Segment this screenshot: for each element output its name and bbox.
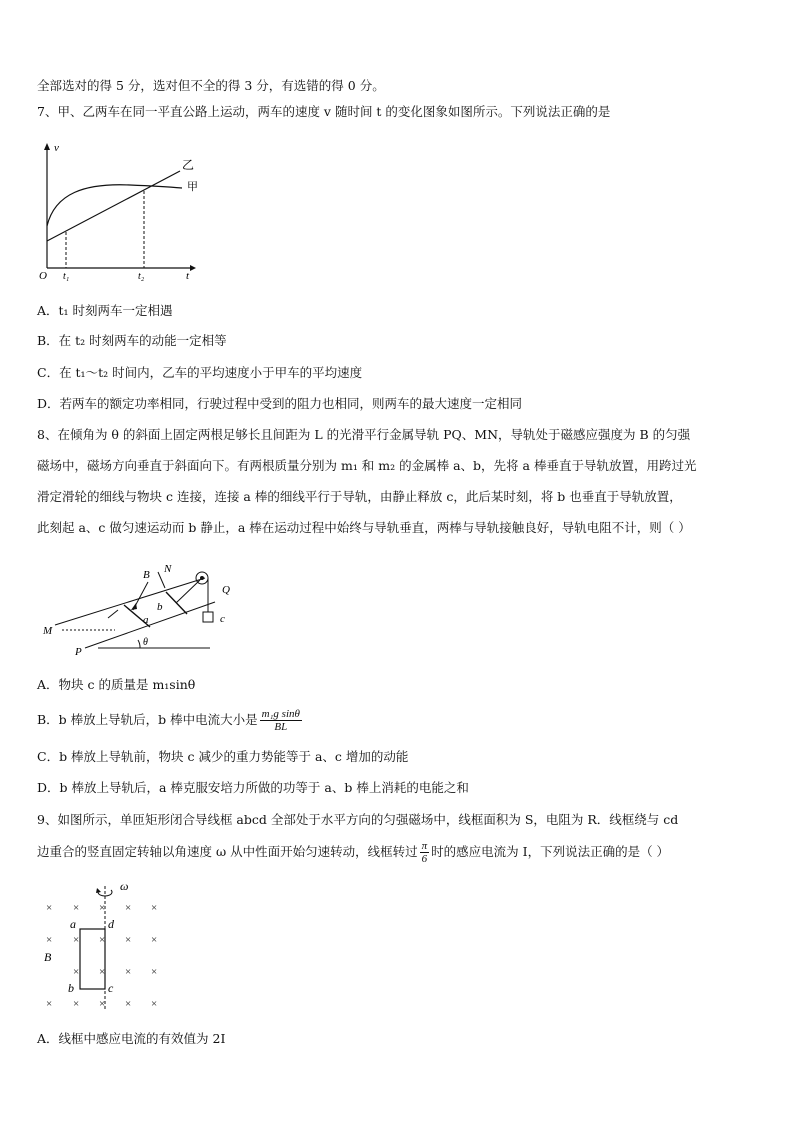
label-n: N — [164, 563, 172, 575]
origin-label: O — [39, 270, 47, 282]
vertex-b: b — [68, 981, 74, 995]
field-cross: × — [73, 966, 80, 978]
scoring-note: 全部选对的得 5 分，选对但不全的得 3 分，有选错的得 0 分。 — [37, 78, 385, 93]
question-7-option-a: A．t₁ 时刻两车一定相遇 — [37, 303, 173, 318]
angle-numerator: π — [421, 840, 428, 852]
field-cross: × — [151, 998, 158, 1010]
v-axis-label: v — [54, 142, 59, 154]
field-cross: × — [99, 902, 106, 914]
theta-arc — [138, 640, 140, 648]
label-c: c — [220, 613, 225, 625]
field-cross: × — [99, 934, 106, 946]
rail-mn — [55, 578, 205, 625]
label-rod-b: b — [157, 601, 163, 613]
rotation-arrowhead — [96, 888, 101, 893]
rotating-coil-diagram — [35, 878, 175, 1013]
block-c — [203, 612, 213, 622]
question-8-option-b — [37, 707, 304, 733]
field-cross: × — [125, 934, 132, 946]
field-cross: × — [73, 998, 80, 1010]
question-8-stem-line-4: 此刻起 a、c 做匀速运动而 b 静止，a 棒在运动过程中始终与导轨垂直，两棒与导轨接触良好，导轨电阻不计，则（ ） — [37, 520, 691, 535]
current-fraction — [260, 708, 302, 733]
incline-rails-diagram — [40, 560, 250, 660]
question-9-stem-line-2 — [37, 838, 669, 866]
angle-denominator: 6 — [421, 853, 428, 865]
field-cross: × — [151, 934, 158, 946]
jia-label: 甲 — [187, 181, 198, 193]
t-axis-label: t — [186, 270, 190, 282]
question-7-stem: 7、甲、乙两车在同一平直公路上运动，两车的速度 v 随时间 t 的变化图象如图所示。下列说法正确的是 — [37, 104, 611, 119]
field-label-b: B — [44, 950, 52, 964]
question-8-stem-line-1: 8、在倾角为 θ 的斜面上固定两根足够长且间距为 L 的光滑平行金属导轨 PQ、MN，导轨处于磁感应强度为 B 的匀强 — [37, 427, 691, 442]
vertex-a: a — [70, 917, 76, 931]
label-rod-a: a — [143, 614, 149, 626]
field-cross: × — [99, 966, 106, 978]
q9-line2-end: 时的感应电流为 I，下列说法正确的是（ ） — [431, 844, 670, 859]
question-8-stem-line-3: 滑定滑轮的细线与物块 c 连接，连接 a 棒的细线平行于导轨，由静止释放 c，此后某时刻，将 b 也垂直于导轨放置， — [37, 489, 682, 504]
omega-label: ω — [120, 879, 129, 893]
question-8-option-a: A．物块 c 的质量是 m₁sinθ — [37, 677, 196, 692]
question-7-option-b: B．在 t₂ 时刻两车的动能一定相等 — [37, 333, 227, 348]
label-p: P — [75, 646, 82, 658]
field-cross: × — [125, 902, 132, 914]
field-cross: × — [99, 998, 106, 1010]
option-b-text: B．b 棒放上导轨后，b 棒中电流大小是 — [37, 712, 258, 727]
fraction-numerator: m₁g sinθ — [261, 708, 300, 720]
label-m: M — [43, 625, 53, 637]
field-cross: × — [125, 998, 132, 1010]
t2-label: t₂ — [138, 271, 145, 282]
question-7-option-c: C．在 t₁～t₂ 时间内，乙车的平均速度小于甲车的平均速度 — [37, 365, 363, 380]
question-8-stem-line-2: 磁场中，磁场方向垂直于斜面向下。有两根质量分别为 m₁ 和 m₂ 的金属棒 a、b，先将 a 棒垂直于导轨放置，用跨过光 — [37, 458, 697, 473]
label-q: Q — [222, 584, 230, 596]
rail-pq — [85, 602, 215, 648]
t1-label: t₁ — [63, 271, 70, 282]
t-axis-arrow — [190, 265, 196, 271]
question-9-stem-line-1: 9、如图所示，单匝矩形闭合导线框 abcd 全部处于水平方向的匀强磁场中，线框面积为 S，电阻为 R．线框绕与 cd — [37, 812, 679, 827]
angle-fraction — [420, 840, 430, 865]
magnetic-field-crosses — [46, 902, 157, 1010]
v-axis-arrow — [44, 143, 50, 150]
question-8-option-d: D．b 棒放上导轨后，a 棒克服安培力所做的功等于 a、b 棒上消耗的电能之和 — [37, 780, 469, 795]
field-cross: × — [151, 966, 158, 978]
vertex-d: d — [108, 917, 114, 931]
field-line-2 — [108, 610, 118, 618]
yi-line — [47, 171, 180, 241]
field-cross: × — [46, 902, 53, 914]
vertex-c: c — [108, 981, 114, 995]
field-cross: × — [46, 998, 53, 1010]
field-cross: × — [46, 934, 53, 946]
question-9-option-a: A．线框中感应电流的有效值为 2I — [37, 1031, 226, 1046]
label-b-field: B — [143, 569, 150, 581]
field-cross: × — [151, 902, 158, 914]
label-theta: θ — [143, 637, 148, 648]
question-8-option-c: C．b 棒放上导轨前，物块 c 减少的重力势能等于 a、c 增加的动能 — [37, 749, 409, 764]
yi-label: 乙 — [182, 158, 195, 172]
field-cross: × — [73, 934, 80, 946]
field-cross: × — [125, 966, 132, 978]
velocity-time-graph — [30, 138, 210, 283]
q9-line2-start: 边重合的竖直固定转轴以角速度 ω 从中性面开始匀速转动，线框转过 — [37, 844, 418, 859]
fraction-denominator: BL — [274, 721, 288, 733]
field-cross: × — [73, 902, 80, 914]
field-arrowhead — [131, 603, 137, 610]
question-7-option-d: D．若两车的额定功率相同，行驶过程中受到的阻力也相同，则两车的最大速度一定相同 — [37, 396, 523, 411]
pulley-axle — [200, 576, 204, 580]
